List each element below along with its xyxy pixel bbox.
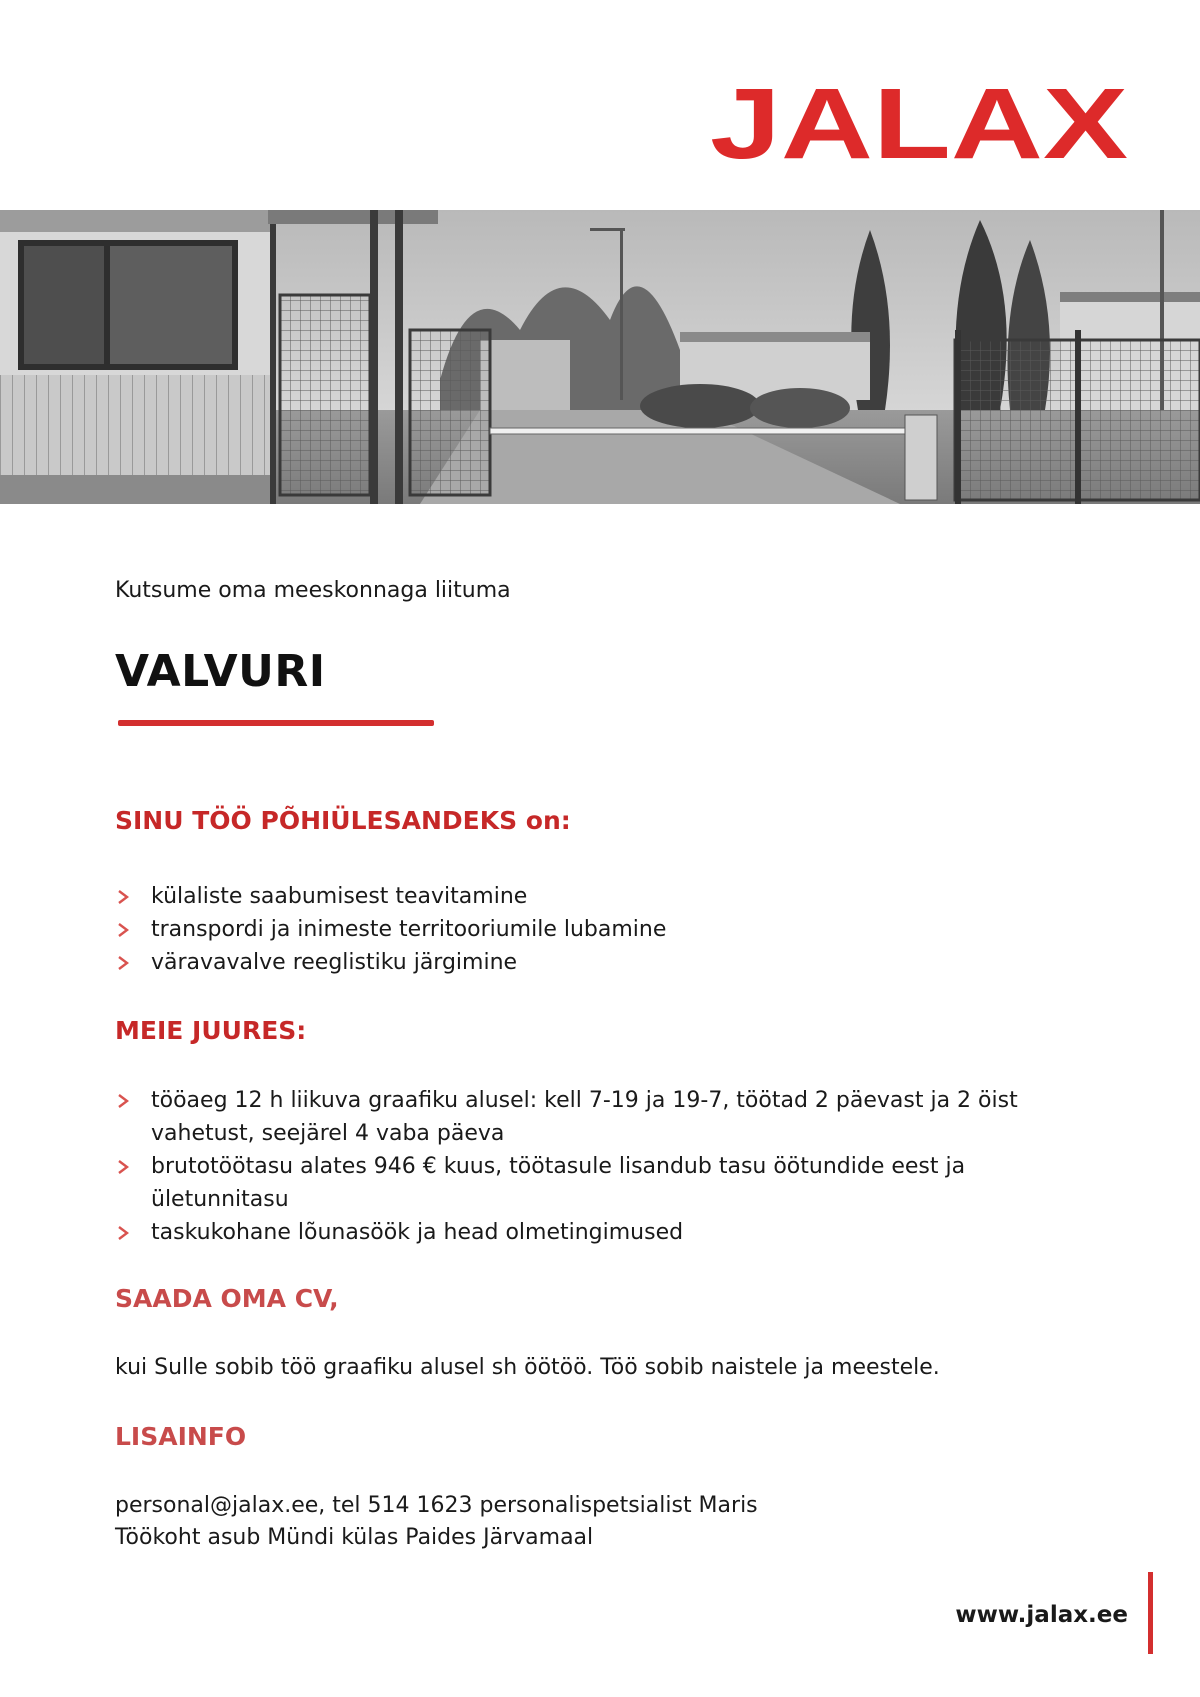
apply-text: kui Sulle sobib töö graafiku alusel sh öötöö. Töö sobib naistele ja meestele. <box>115 1355 940 1380</box>
title-underline <box>118 720 434 726</box>
chevron-right-icon <box>117 1159 131 1175</box>
contact-line: personal@jalax.ee, tel 514 1623 personalispetsialist Maris <box>115 1493 758 1518</box>
hero-photo <box>0 210 1200 504</box>
list-item: tööaeg 12 h liikuva graafiku alusel: kell 7-19 ja 19-7, töötad 2 päevast ja 2 öist vahetust, seejärel 4 vaba päeva <box>115 1084 1075 1150</box>
brand-wordmark: JALAX <box>710 80 1128 166</box>
list-item: taskukohane lõunasöök ja head olmetingimused <box>115 1216 1075 1249</box>
list-item: brutotöötasu alates 946 € kuus, töötasule lisandub tasu öötundide eest ja ületunnitasu <box>115 1150 1075 1216</box>
duties-heading: SINU TÖÖ PÕHIÜLESANDEKS on: <box>115 806 571 835</box>
footer-accent-bar <box>1148 1572 1153 1654</box>
duties-list <box>115 880 1075 979</box>
jalax-logo <box>710 80 1130 166</box>
list-item: väravavalve reeglistiku järgimine <box>115 946 1075 979</box>
apply-heading: SAADA OMA CV, <box>115 1284 339 1313</box>
chevron-right-icon <box>117 889 131 905</box>
job-title: VALVURI <box>115 646 326 697</box>
info-heading: LISAINFO <box>115 1422 247 1451</box>
location-line: Töökoht asub Mündi külas Paides Järvamaal <box>115 1525 594 1550</box>
offer-heading: MEIE JUURES: <box>115 1016 307 1045</box>
chevron-right-icon <box>117 955 131 971</box>
offer-list <box>115 1084 1075 1249</box>
intro-text: Kutsume oma meeskonnaga liituma <box>115 578 511 603</box>
website-link[interactable]: www.jalax.ee <box>955 1602 1128 1628</box>
chevron-right-icon <box>117 922 131 938</box>
chevron-right-icon <box>117 1093 131 1109</box>
list-item: transpordi ja inimeste territooriumile lubamine <box>115 913 1075 946</box>
list-item: külaliste saabumisest teavitamine <box>115 880 1075 913</box>
chevron-right-icon <box>117 1225 131 1241</box>
